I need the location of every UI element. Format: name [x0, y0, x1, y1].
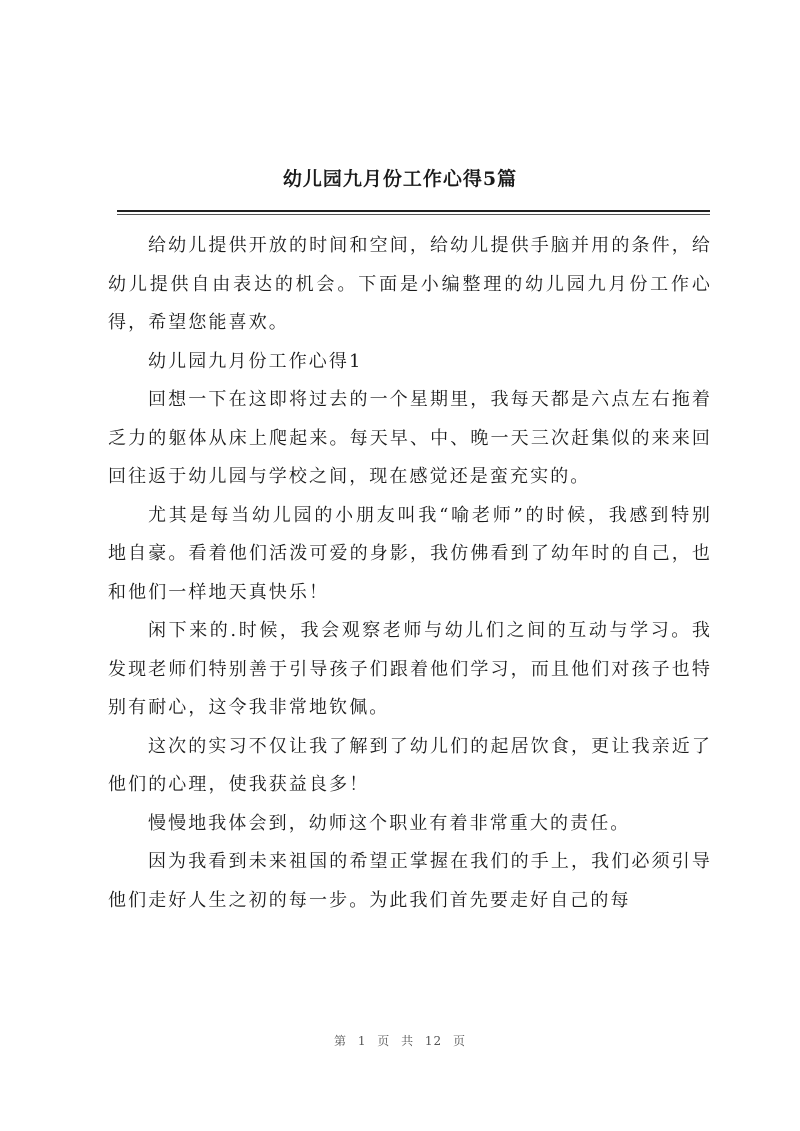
title-divider-thick [117, 210, 710, 212]
body-paragraph: 这次的实习不仅让我了解到了幼儿们的起居饮食，更让我亲近了他们的心理，使我获益良多！ [108, 735, 712, 795]
page-number-footer: 第 1 页 共 12 页 [334, 1034, 466, 1048]
intro-paragraph: 给幼儿提供开放的时间和空间，给幼儿提供手脑并用的条件，给幼儿提供自由表达的机会。下面是小编整理的幼儿园九月份工作心得，希望您能喜欢。 [108, 235, 712, 333]
body-paragraph: 回想一下在这即将过去的一个星期里，我每天都是六点左右拖着乏力的躯体从床上爬起来。每天早、中、晚一天三次赶集似的来来回回往返于幼儿园与学校之间，现在感觉还是蛮充实的。 [108, 389, 712, 487]
document-body [108, 227, 712, 920]
body-paragraph: 因为我看到未来祖国的希望正掌握在我们的手上，我们必须引导他们走好人生之初的每一步。为此我们首先要走好自己的每 [108, 851, 712, 911]
body-paragraph: 尤其是每当幼儿园的小朋友叫我“喻老师”的时候，我感到特别地自豪。看着他们活泼可爱的身影，我仿佛看到了幼年时的自己，也和他们一样地天真快乐！ [108, 504, 712, 603]
document-title: 幼儿园九月份工作心得5篇 [282, 168, 518, 190]
body-paragraph: 闲下来的.时候，我会观察老师与幼儿们之间的互动与学习。我发现老师们特别善于引导孩子们跟着他们学习，而且他们对孩子也特别有耐心，这令我非常地钦佩。 [108, 620, 712, 718]
title-divider-thin [117, 214, 710, 215]
body-paragraph: 慢慢地我体会到，幼师这个职业有着非常重大的责任。 [148, 812, 631, 834]
section-heading: 幼儿园九月份工作心得1 [148, 350, 363, 372]
